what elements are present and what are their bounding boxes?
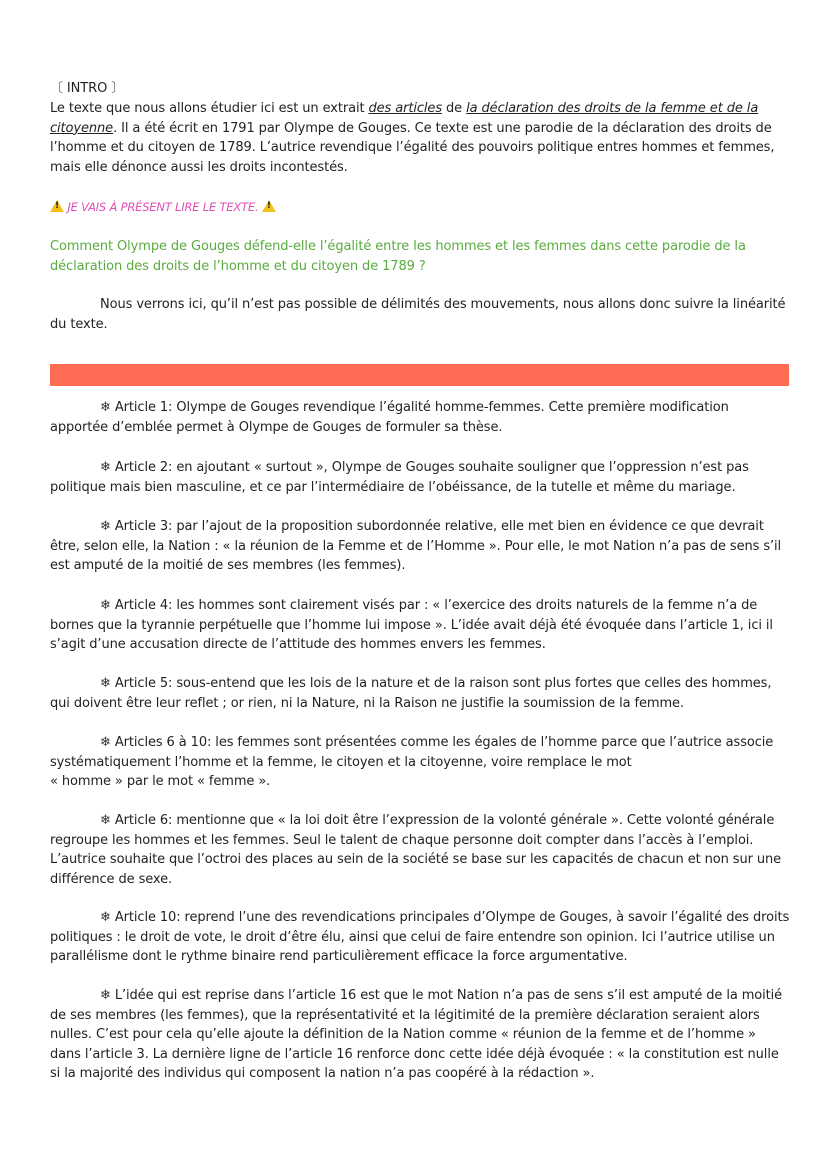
snowflake-icon: ❄	[100, 988, 111, 1003]
warning-icon	[50, 200, 64, 212]
intro-link-articles: des articles	[368, 101, 442, 116]
reading-notice-text: JE VAIS À PRÉSENT LIRE LE TEXTE.	[67, 200, 259, 214]
intro-text-end: . Il a été écrit en 1791 par Olympe de Gouges. Ce texte est une parodie de la déclaration des droits de l’homme et du citoyen de 1789. L’autrice revendique l’égalité des pouvoirs politique entres hommes et femmes, mais elle dénonce aussi les droits incontestés.	[50, 120, 775, 175]
intro-text-start: Le texte que nous allons étudier ici est un extrait	[50, 101, 369, 116]
snowflake-icon: ❄	[100, 910, 111, 925]
article-5-text: Article 5: sous-entend que les lois de la nature et de la raison sont plus fortes que celles des hommes, qui doivent être leur reflet ; or rien, ni la Nature, ni la Raison ne justifie la soumission de la femme.	[50, 676, 772, 711]
article-3-paragraph	[50, 517, 790, 576]
snowflake-icon: ❄	[100, 676, 111, 691]
article-2-paragraph	[50, 458, 790, 497]
problematic-question: Comment Olympe de Gouges défend-elle l’égalité entre les hommes et les femmes dans cette parodie de la déclaration des droits de l’homme et du citoyen de 1789 ?	[50, 239, 746, 274]
intro-heading: 〔 INTRO 〕	[50, 81, 125, 96]
warning-icon	[262, 200, 276, 212]
article-1-text: Article 1: Olympe de Gouges revendique l’égalité homme-femmes. Cette première modification apportée d’emblée permet à Olympe de Gouges de formuler sa thèse.	[50, 400, 729, 435]
article-10-text: Article 10: reprend l’une des revendications principales d’Olympe de Gouges, à savoir l’égalité des droits politiques : le droit de vote, le droit d’être élu, ainsi que celui de faire entendre son opinion. Ici l’autrice utilise un parallélisme dont le rythme binaire rend particulièrement efficace la force argumentative.	[50, 910, 790, 964]
snowflake-icon: ❄	[100, 735, 111, 750]
snowflake-icon: ❄	[100, 519, 111, 534]
articles-6-10-text: Articles 6 à 10: les femmes sont présentées comme les égales de l’homme parce que l’autrice associe systématiquement l’homme et la femme, le citoyen et la citoyenne, voire remplace le mot	[50, 735, 774, 770]
articles-6-10-paragraph	[50, 733, 790, 792]
article-3-text: Article 3: par l’ajout de la proposition subordonnée relative, elle met bien en évidence ce que devrait être, selon elle, la Nation : « la réunion de la Femme et de l’Homme ». Pour elle, le mot Nation n’a pas de sens s’il est amputé de la moitié de ses membres (les femmes).	[50, 519, 782, 573]
article-5-paragraph	[50, 674, 790, 713]
article-6-text: Article 6: mentionne que « la loi doit être l’expression de la volonté générale ». Cette volonté générale regroupe les hommes et les femmes. Seul le talent de chaque personne doit compter dans l’accès à l’emploi. L’autrice souhaite que l’octroi des places au sein de la société se base sur les capacités de chacun et non sur une différence de sexe.	[50, 813, 782, 887]
articles-6-10-line	[50, 733, 790, 772]
article-4-text: Article 4: les hommes sont clairement visés par : « l’exercice des droits naturels de la femme n’a de bornes que la tyrannie perpétuelle que l’homme lui impose ». L’idée avait déjà été évoquée dans l’article 1, ici il s’agit d’une accusation directe de l’attitude des hommes envers les femmes.	[50, 598, 773, 652]
intro-text-mid: de	[442, 101, 467, 116]
article-1-paragraph	[50, 398, 790, 437]
article-16-text: L’idée qui est reprise dans l’article 16 est que le mot Nation n’a pas de sens s’il est amputé de la moitié de ses membres (les femmes), que la représentativité et la légitimité de la première déclaration seraient alors nulles. C’est pour cela qu’elle ajoute la définition de la Nation comme « réunion de la femme et de l’homme » dans l’article 3. La dernière ligne de l’article 16 renforce donc cette idée déjà évoquée : « la constitution est nulle si la majorité des individus qui composent la nation n’a pas coopéré à la rédaction ».	[50, 988, 783, 1081]
method-paragraph: Nous verrons ici, qu’il n’est pas possible de délimités des mouvements, nous allons donc suivre la linéarité du texte.	[50, 297, 786, 332]
snowflake-icon: ❄	[100, 813, 111, 828]
article-16-paragraph	[50, 986, 790, 1084]
article-10-paragraph	[50, 908, 790, 967]
snowflake-icon: ❄	[100, 598, 111, 613]
snowflake-icon: ❄	[100, 400, 111, 415]
article-4-paragraph	[50, 596, 790, 655]
section-divider-bar	[50, 364, 789, 386]
snowflake-icon: ❄	[100, 460, 111, 475]
article-6-paragraph	[50, 811, 790, 889]
intro-link-declaration: la déclaration des droits de la femme et de la citoyenne	[50, 101, 759, 136]
intro-paragraph	[50, 99, 790, 177]
reading-notice	[50, 198, 790, 218]
article-2-text: Article 2: en ajoutant « surtout », Olympe de Gouges souhaite souligner que l’oppression n’est pas politique mais bien masculine, et ce par l’intermédiaire de l’obéissance, de la tutelle et même du mariage.	[50, 460, 749, 495]
articles-6-10-continuation: « homme » par le mot « femme ».	[50, 774, 271, 789]
